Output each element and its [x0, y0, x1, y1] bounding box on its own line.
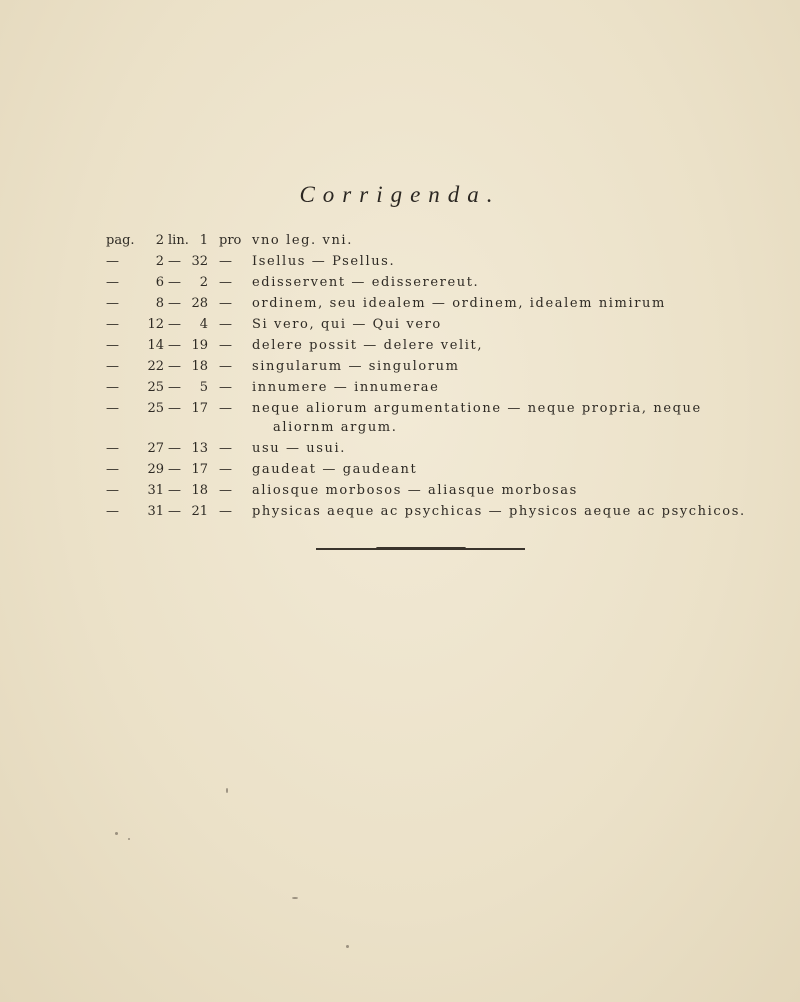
lin-label: — — [168, 359, 181, 374]
correction-text: singularum — singulorum — [252, 359, 460, 374]
paper-speck — [115, 832, 118, 835]
lin-label: — — [168, 441, 181, 456]
pag-label: — — [106, 380, 119, 395]
pag-label: — — [106, 317, 119, 332]
pro-label: — — [219, 254, 232, 269]
pag-label: — — [106, 275, 119, 290]
lin-label: — — [168, 462, 181, 477]
line-number: 17 — [191, 462, 208, 477]
line-number: 17 — [191, 401, 208, 416]
correction-text: vno leg. vni. — [252, 233, 353, 248]
page-number: 29 — [147, 462, 164, 477]
page-number: 8 — [155, 296, 164, 311]
page-number: 27 — [147, 441, 164, 456]
lin-label: — — [168, 275, 181, 290]
section-divider-rule — [316, 548, 525, 550]
pag-label: — — [106, 462, 119, 477]
correction-text: Si vero, qui — Qui vero — [252, 317, 442, 332]
pro-label: — — [219, 504, 232, 519]
line-number: 2 — [199, 275, 208, 290]
pag-label: — — [106, 254, 119, 269]
correction-text: edisservent — edisserereut. — [252, 275, 480, 290]
pag-label: — — [106, 441, 119, 456]
lin-label: lin. — [168, 233, 189, 248]
list-item — [0, 501, 800, 522]
lin-label: — — [168, 483, 181, 498]
correction-text: usu — usui. — [252, 441, 346, 456]
lin-label: — — [168, 338, 181, 353]
page-number: 31 — [147, 483, 164, 498]
page-number: 14 — [147, 338, 164, 353]
line-number: 19 — [191, 338, 208, 353]
correction-continuation: aliornm argum. — [273, 420, 398, 435]
list-item — [0, 272, 800, 293]
pag-label: — — [106, 338, 119, 353]
pro-label: — — [219, 338, 232, 353]
list-item — [0, 438, 800, 459]
page-number: 25 — [147, 401, 164, 416]
line-number: 5 — [199, 380, 208, 395]
correction-text: aliosque morbosos — aliasque morbosas — [252, 483, 578, 498]
paper-speck — [346, 945, 349, 948]
line-number: 13 — [191, 441, 208, 456]
correction-text: delere possit — delere velit, — [252, 338, 484, 353]
pag-label: pag. — [106, 233, 135, 248]
line-number: 18 — [191, 359, 208, 374]
corrigenda-list — [0, 230, 800, 522]
page-number: 31 — [147, 504, 164, 519]
pro-label: pro — [219, 233, 242, 248]
lin-label: — — [168, 317, 181, 332]
correction-text: gaudeat — gaudeant — [252, 462, 418, 477]
lin-label: — — [168, 380, 181, 395]
lin-label: — — [168, 296, 181, 311]
pro-label: — — [219, 275, 232, 290]
correction-text: ordinem, seu idealem — ordinem, idealem nimirum — [252, 296, 666, 311]
list-item — [0, 377, 800, 398]
page-number: 25 — [147, 380, 164, 395]
list-item — [0, 459, 800, 480]
lin-label: — — [168, 254, 181, 269]
list-item — [0, 251, 800, 272]
page-number: 12 — [147, 317, 164, 332]
pro-label: — — [219, 296, 232, 311]
list-item — [0, 356, 800, 377]
line-number: 32 — [191, 254, 208, 269]
line-number: 21 — [191, 504, 208, 519]
correction-text: physicas aeque ac psychicas — physicos aeque ac psychicos. — [252, 504, 746, 519]
lin-label: — — [168, 504, 181, 519]
list-item — [0, 398, 800, 438]
pro-label: — — [219, 441, 232, 456]
paper-speck — [128, 838, 130, 840]
correction-text: neque aliorum argumentatione — neque propria, neque — [252, 401, 702, 416]
pro-label: — — [219, 380, 232, 395]
page-title: Corrigenda. — [299, 182, 501, 207]
page-number: 6 — [155, 275, 164, 290]
pag-label: — — [106, 359, 119, 374]
lin-label: — — [168, 401, 181, 416]
paper-speck — [292, 897, 298, 899]
line-number: 1 — [199, 233, 208, 248]
list-item — [0, 480, 800, 501]
page-number: 2 — [155, 254, 164, 269]
pag-label: — — [106, 296, 119, 311]
pag-label: — — [106, 483, 119, 498]
line-number: 28 — [191, 296, 208, 311]
list-item — [0, 230, 800, 251]
correction-text: Isellus — Psellus. — [252, 254, 396, 269]
list-item — [0, 314, 800, 335]
pag-label: — — [106, 401, 119, 416]
page-number: 22 — [147, 359, 164, 374]
pro-label: — — [219, 483, 232, 498]
pro-label: — — [219, 401, 232, 416]
page-number: 2 — [155, 233, 164, 248]
pro-label: — — [219, 359, 232, 374]
pro-label: — — [219, 317, 232, 332]
line-number: 18 — [191, 483, 208, 498]
pro-label: — — [219, 462, 232, 477]
pag-label: — — [106, 504, 119, 519]
paper-speck — [226, 788, 228, 793]
line-number: 4 — [199, 317, 208, 332]
correction-text: innumere — innumerae — [252, 380, 440, 395]
list-item — [0, 293, 800, 314]
list-item — [0, 335, 800, 356]
